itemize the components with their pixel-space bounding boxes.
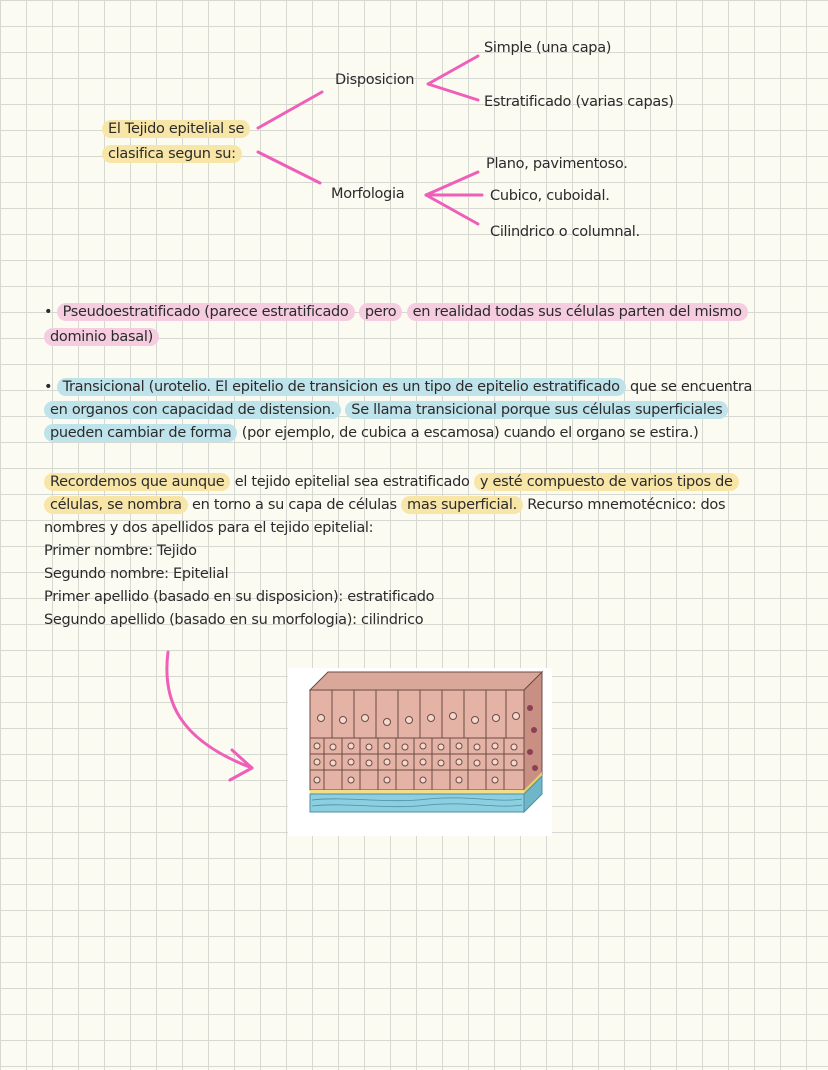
recordemos-text-2b: en torno a su capa de células (192, 497, 397, 513)
connector-root-disposicion (258, 92, 322, 128)
transicional-text-2b: Se llama transicional porque sus células superficiales (345, 401, 728, 419)
bullet: • (44, 304, 53, 320)
segundo-nombre: Segundo nombre: Epitelial (44, 566, 229, 582)
pseudo-text-3: en realidad todas sus células parten del mismo (407, 303, 748, 321)
leaf-cubico: Cubico, cuboidal. (490, 188, 610, 204)
root-line-2: clasifica segun su: (102, 145, 242, 163)
recordemos-text-2c: mas superficial. (401, 496, 523, 514)
primer-nombre: Primer nombre: Tejido (44, 543, 197, 559)
recordemos-text-1c: y esté compuesto de varios tipos de (474, 473, 739, 491)
transicional-text-3b: (por ejemplo, de cubica a escamosa) cuando el organo se estira.) (241, 425, 699, 441)
connector-disposicion-items (428, 56, 478, 100)
recordemos-line-3: nombres y dos apellidos para el tejido epitelial: (44, 520, 374, 536)
leaf-estratificado: Estratificado (varias capas) (484, 94, 674, 110)
transicional-text-1a: Transicional (urotelio. El epitelio de transicion es un tipo de epitelio estratificado (57, 378, 626, 396)
segundo-apellido: Segundo apellido (basado en su morfologia): cilindrico (44, 612, 424, 628)
diagram-root (102, 117, 250, 167)
curved-arrow-icon (167, 652, 252, 768)
transicional-text-3a: pueden cambiar de forma (44, 424, 237, 442)
leaf-plano: Plano, pavimentoso. (486, 156, 628, 172)
recordemos-paragraph (44, 471, 764, 632)
epithelium-drawing (288, 668, 552, 836)
root-line-1: El Tejido epitelial se (102, 120, 250, 138)
branch-morfologia-label: Morfologia (331, 186, 405, 202)
transicional-text-1b: que se encuentra (629, 379, 753, 395)
connector-morfologia-items (426, 172, 478, 224)
connector-root-morfologia (258, 152, 320, 183)
recordemos-text-2a: células, se nombra (44, 496, 188, 514)
pseudo-text-4: dominio basal) (44, 328, 159, 346)
leaf-simple: Simple (una capa) (484, 40, 612, 56)
pseudo-text-1: Pseudoestratificado (parece estratificado (57, 303, 355, 321)
branch-disposicion-label: Disposicion (335, 72, 415, 88)
primer-apellido: Primer apellido (basado en su disposicion): estratificado (44, 589, 435, 605)
transicional-paragraph (44, 376, 764, 445)
stratified-epithelium-illustration (288, 668, 552, 836)
transicional-text-2a: en organos con capacidad de distension. (44, 401, 341, 419)
recordemos-text-1a: Recordemos que aunque (44, 473, 230, 491)
leaf-cilindrico: Cilindrico o columnal. (490, 224, 640, 240)
recordemos-text-2d: Recurso mnemotécnico: dos (527, 497, 726, 513)
pseudo-text-2: pero (359, 303, 402, 321)
bullet: • (44, 379, 53, 395)
recordemos-text-1b: el tejido epitelial sea estratificado (234, 474, 470, 490)
pseudo-paragraph (44, 301, 764, 349)
